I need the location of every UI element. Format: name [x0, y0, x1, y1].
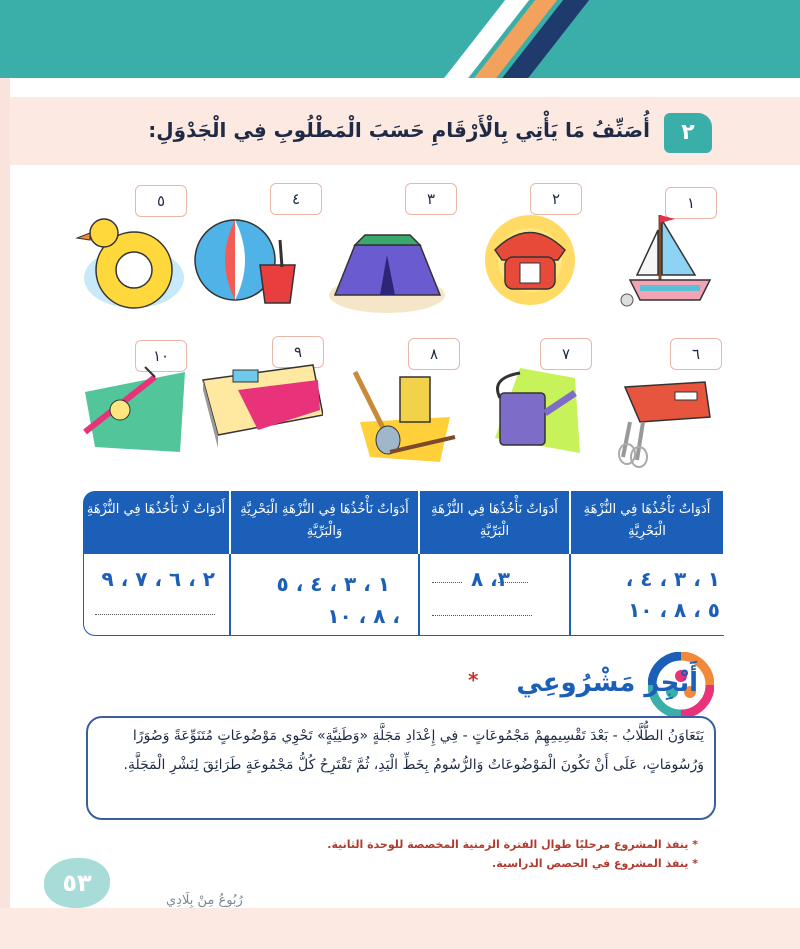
table-header: أَدَوَاتٌ لَا نَأْخُذُهَا فِي النُّزْهَةِ: [83, 491, 229, 554]
swim-ring-duck-icon: [72, 208, 197, 318]
hand-mixer-icon: [605, 362, 730, 472]
answer-none: ٢ ، ٦ ، ٧ ، ٩: [101, 567, 215, 591]
answer-sea: ١ ، ٣ ، ٤ ،: [625, 567, 720, 591]
page-number: ٥٣: [44, 858, 110, 908]
shovel-rake-icon: [340, 362, 465, 472]
answer-sea-line2: ٥ ، ٨ ، ١٠: [628, 598, 720, 622]
item-number: ٨: [408, 338, 460, 370]
table-divider: [229, 554, 231, 635]
project-title: أَنْجِزُ مَشْرُوعِي: [516, 668, 698, 698]
answer-both: ١ ، ٣ ، ٤ ، ٥: [276, 572, 390, 596]
note-1: * ينفذ المشروع مرحليًا طوال الفترة الزمنية المخصصة للوحدة الثانية.: [327, 838, 698, 851]
project-asterisk: *: [468, 668, 479, 692]
bed-icon: [198, 360, 323, 470]
item-number: ١: [665, 187, 717, 219]
answer-blank: [432, 613, 532, 616]
watering-can-icon: [480, 358, 605, 468]
item-number: ٧: [540, 338, 592, 370]
item-number: ٥: [135, 185, 187, 217]
top-banner: [0, 0, 800, 78]
answer-both-line2: ، ٨ ، ١٠: [327, 604, 400, 628]
sailboat-icon: [615, 205, 740, 315]
item-number: ٤: [270, 183, 322, 215]
answer-blank: [432, 580, 462, 583]
telephone-icon: [470, 205, 595, 315]
page-side-margin: [0, 78, 10, 949]
item-number: ٣: [405, 183, 457, 215]
project-description: يَتَعَاوَنُ الطُّلَّابُ - بَعْدَ تَقْسِيمِهِمْ مَجْمُوعَاتٍ - فِي إِعْدَادِ مَجَلَّةٍ «وَطَنِيَّةٍ» تَحْوِي مَوْضُوعَاتٍ مُتَنَوِّعَةً وَصُوَرًا وَرُسُومَاتٍ، عَلَى أَنْ تَكُونَ الْمَوْضُوعَاتُ وَالرُّسُومُ بِخَطِّ الْيَدِ، ثُمَّ تَقْتَرِحُ كُلُّ مَجْمُوعَةٍ طَرَائِقَ لِنَشْرِ الْمَجَلَّةِ.: [123, 728, 704, 773]
beach-ball-bucket-icon: [190, 205, 315, 315]
item-number: ٦: [670, 338, 722, 370]
footer-band: [0, 908, 800, 949]
item-number: ٩: [272, 336, 324, 368]
table-header: أَدَوَاتٌ نَأْخُذُهَا فِي النُّزْهَةِ الْبَرِّيَّةِ: [420, 491, 569, 554]
answer-blank: [95, 612, 215, 615]
fishing-rod-icon: [75, 362, 200, 472]
unit-title: رُبُوعُ مِنْ بِلَادِي: [166, 893, 243, 908]
item-number: ٢: [530, 183, 582, 215]
note-2: * ينفذ المشروع في الحصص الدراسية.: [492, 857, 698, 870]
table-header: أَدَوَاتٌ نَأْخُذُهَا فِي النُّزْهَةِ الْبَحْرِيَّةِ وَالْبَرِّيَّةِ: [231, 491, 418, 554]
question-instruction: أُصَنِّفُ مَا يَأْتِي بِالْأَرْقَامِ حَسَبَ الْمَطْلُوبِ فِي الْجَدْوَلِ:: [148, 118, 650, 142]
item-number: ١٠: [135, 340, 187, 372]
answer-land: ٣، ٨: [471, 567, 510, 591]
answer-blank: [498, 580, 528, 583]
table-divider: [569, 554, 571, 635]
tent-icon: [325, 215, 450, 325]
question-number: ٢: [664, 113, 712, 153]
table-header: أَدَوَاتٌ نَأْخُذُهَا فِي النُّزْهَةِ الْبَحْرِيَّةِ: [571, 491, 723, 554]
table-divider: [418, 554, 420, 635]
